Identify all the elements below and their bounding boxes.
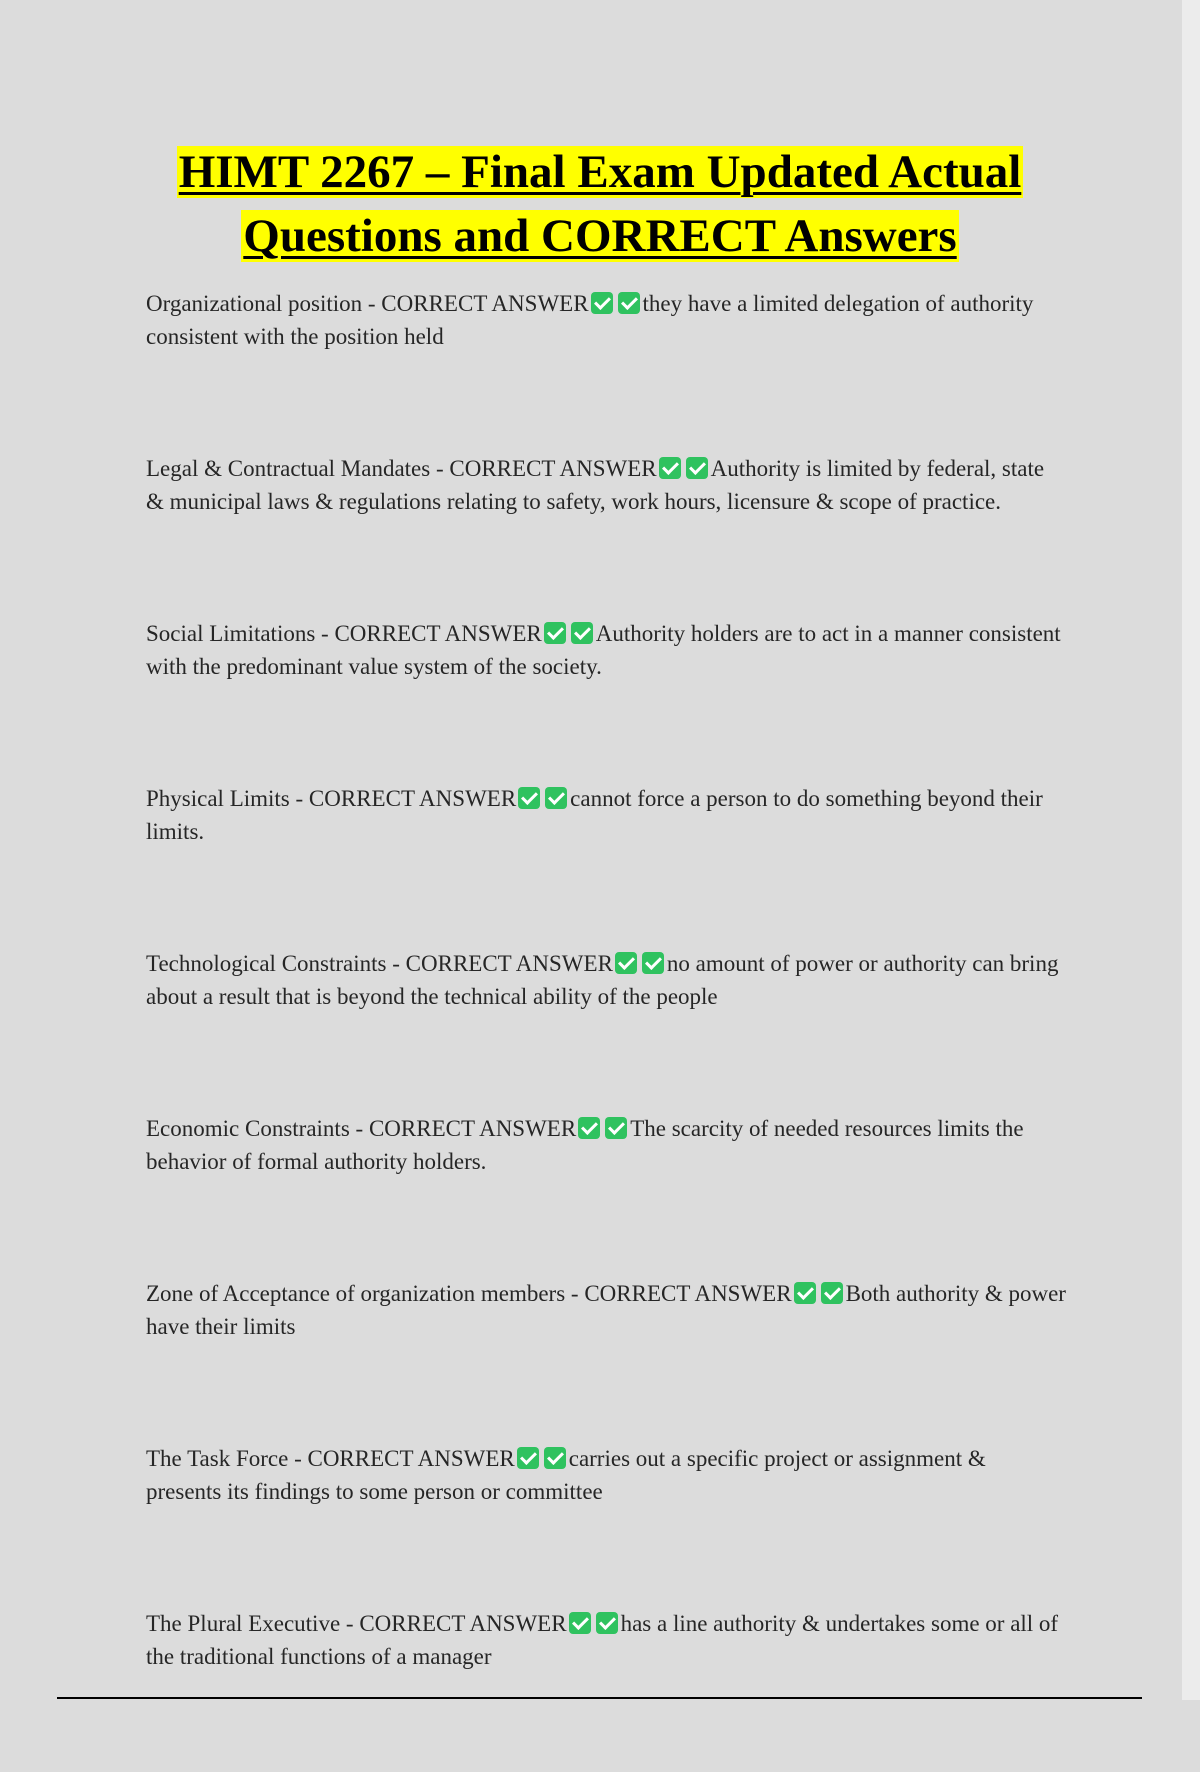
green-checkbox-icon <box>591 292 613 314</box>
green-checkbox-icon <box>569 1612 591 1634</box>
qa-list <box>146 287 1066 1772</box>
title-line-1: HIMT 2267 – Final Exam Updated Actual <box>178 146 1022 198</box>
qa-entry: Technological Constraints - CORRECT ANSWER no amount of power or authority can bring about a result that is beyond the technical ability of the people <box>146 951 1059 1009</box>
qa-entry: Organizational position - CORRECT ANSWER they have a limited delegation of authority consistent with the position held <box>146 291 1034 349</box>
entry-term: Zone of Acceptance of organization members <box>146 1281 566 1306</box>
green-checkbox-icon <box>545 787 567 809</box>
green-checkbox-icon <box>615 952 637 974</box>
correct-answer-label: CORRECT ANSWER <box>381 291 589 316</box>
entry-answer: cannot force a person to do something beyond their limits. <box>146 786 1043 844</box>
entry-answer: has a line authority & undertakes some or all of the traditional functions of a manager <box>146 1611 1059 1669</box>
entry-answer: The scarcity of needed resources limits the behavior of formal authority holders. <box>146 1116 1024 1174</box>
qa-entry: Zone of Acceptance of organization members - CORRECT ANSWER Both authority & power have their limits <box>146 1281 1066 1339</box>
qa-entry: Legal & Contractual Mandates - CORRECT ANSWER Authority is limited by federal, state & municipal laws & regulations relating to safety, work hours, licensure & scope of practice. <box>146 456 1045 514</box>
entry-term: Legal & Contractual Mandates <box>146 456 431 481</box>
entry-term: Economic Constraints <box>146 1116 350 1141</box>
correct-answer-label: CORRECT ANSWER <box>584 1281 792 1306</box>
title-line-2: Questions and CORRECT Answers <box>243 210 957 262</box>
green-checkbox-icon <box>571 622 593 644</box>
entry-term: Technological Constraints <box>146 951 387 976</box>
qa-entry: Economic Constraints - CORRECT ANSWER The scarcity of needed resources limits the behavior of formal authority holders. <box>146 1116 1024 1174</box>
entry-answer: Both authority & power have their limits <box>146 1281 1066 1339</box>
green-checkbox-icon <box>596 1612 618 1634</box>
correct-answer-label: CORRECT ANSWER <box>308 786 517 811</box>
green-checkbox-icon <box>821 1282 843 1304</box>
entry-term: Physical Limits <box>146 786 290 811</box>
entry-answer: they have a limited delegation of authority consistent with the position held <box>146 291 1034 349</box>
qa-entry: Physical Limits - CORRECT ANSWER cannot force a person to do something beyond their limits. <box>146 786 1043 844</box>
page-edge-strip <box>1182 0 1200 1700</box>
correct-answer-label: CORRECT ANSWER <box>334 621 542 646</box>
green-checkbox-icon <box>518 787 540 809</box>
green-checkbox-icon <box>686 457 708 479</box>
green-checkbox-icon <box>544 622 566 644</box>
green-checkbox-icon <box>642 952 664 974</box>
qa-entry: Social Limitations - CORRECT ANSWER Authority holders are to act in a manner consistent with the predominant value system of the society. <box>146 621 1061 679</box>
bottom-divider <box>57 1697 1142 1699</box>
entry-term: Social Limitations <box>146 621 316 646</box>
green-checkbox-icon <box>605 1117 627 1139</box>
entry-answer: Authority holders are to act in a manner consistent with the predominant value system of the society. <box>146 621 1061 679</box>
entry-term: The Plural Executive <box>146 1611 341 1636</box>
correct-answer-label: CORRECT ANSWER <box>368 1116 577 1141</box>
qa-entry: The Task Force - CORRECT ANSWER carries out a specific project or assignment & presents its findings to some person or committee <box>146 1446 986 1504</box>
green-checkbox-icon <box>794 1282 816 1304</box>
entry-answer: carries out a specific project or assignment & presents its findings to some person or committee <box>146 1446 986 1504</box>
green-checkbox-icon <box>578 1117 600 1139</box>
correct-answer-label: CORRECT ANSWER <box>307 1446 515 1471</box>
green-checkbox-icon <box>544 1447 566 1469</box>
document-title <box>60 140 1140 268</box>
correct-answer-label: CORRECT ANSWER <box>449 456 657 481</box>
green-checkbox-icon <box>618 292 640 314</box>
green-checkbox-icon <box>517 1447 539 1469</box>
entry-term: Organizational position <box>146 291 363 316</box>
correct-answer-label: CORRECT ANSWER <box>405 951 613 976</box>
entry-answer: Authority is limited by federal, state & municipal laws & regulations relating to safety, work hours, licensure & scope of practice. <box>146 456 1045 514</box>
qa-entry: The Plural Executive - CORRECT ANSWER has a line authority & undertakes some or all of the traditional functions of a manager <box>146 1611 1059 1669</box>
entry-answer: no amount of power or authority can bring about a result that is beyond the technical ability of the people <box>146 951 1059 1009</box>
correct-answer-label: CORRECT ANSWER <box>359 1611 567 1636</box>
entry-term: The Task Force <box>146 1446 289 1471</box>
green-checkbox-icon <box>659 457 681 479</box>
